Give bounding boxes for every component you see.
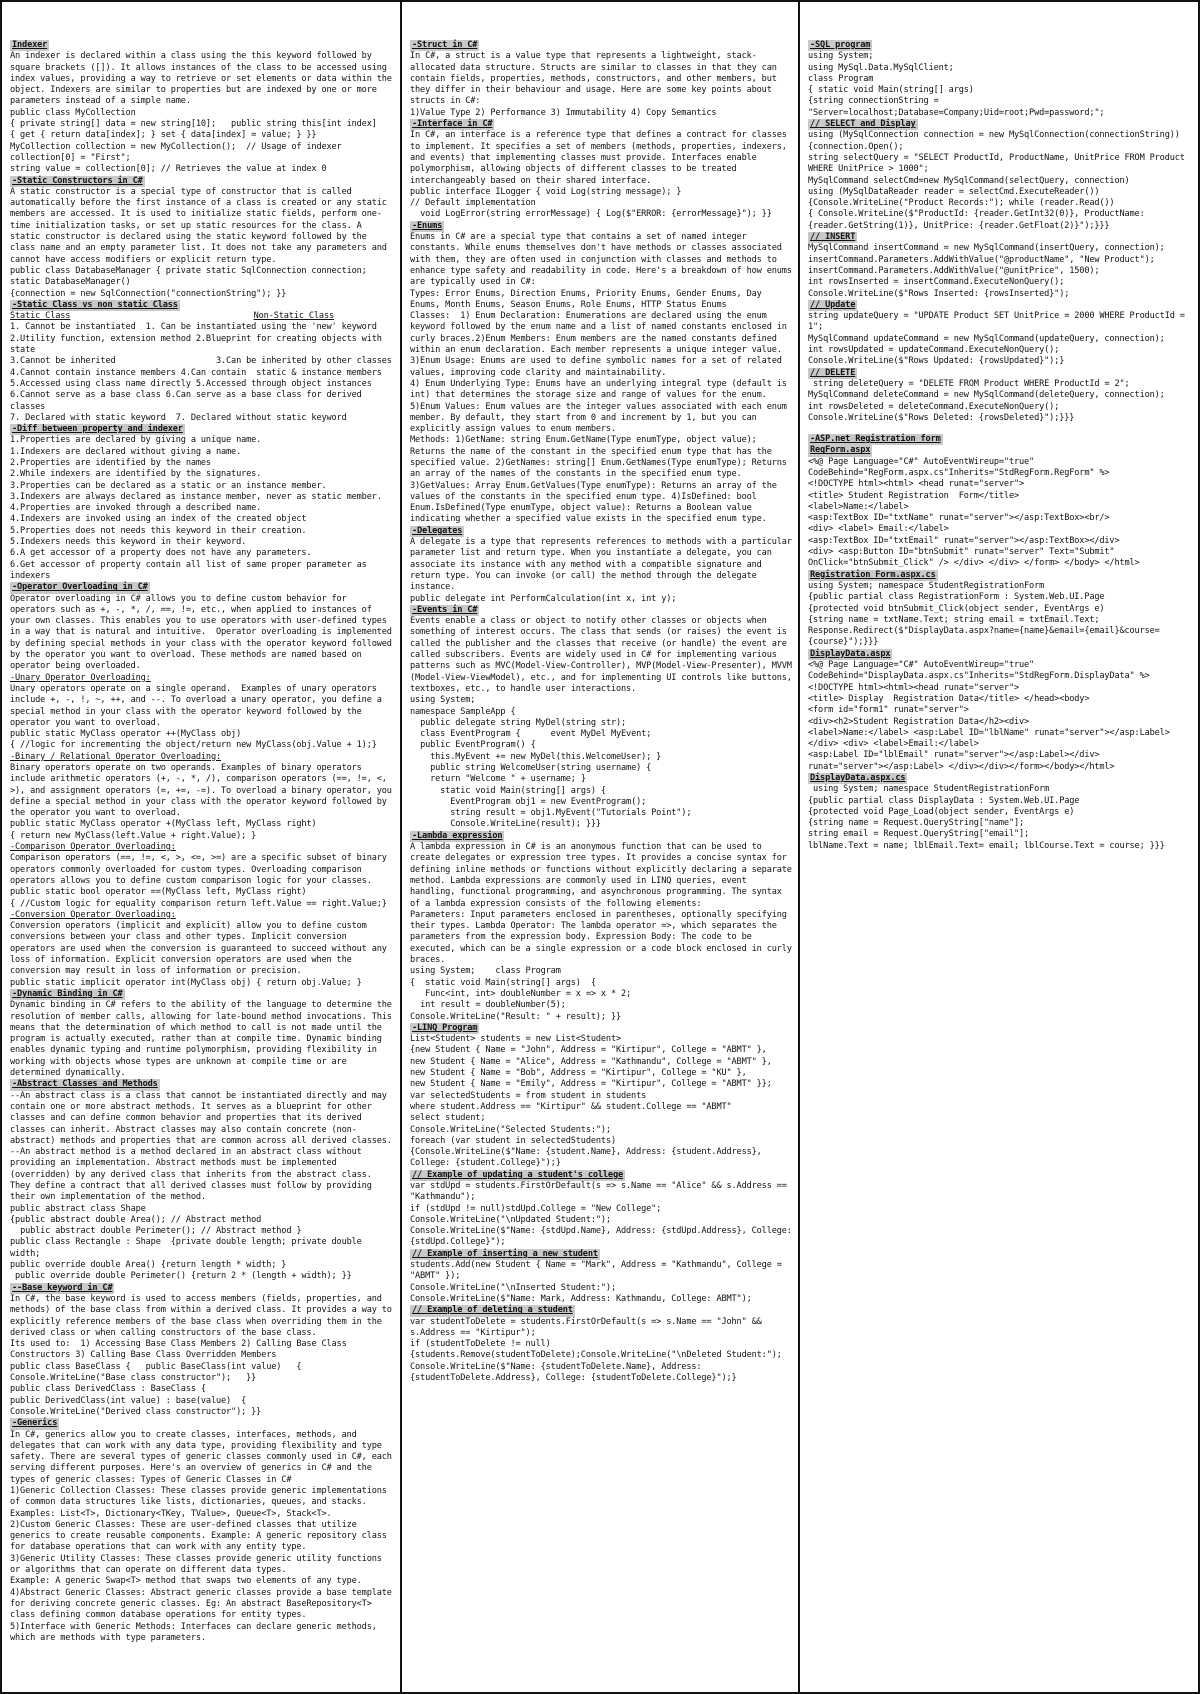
section-heading-text: -Operator Overloading in C# xyxy=(12,582,148,593)
text-line: {Console.WriteLine("Product Records:"); while (reader.Read()) xyxy=(808,198,1115,209)
text-line: public EventProgram() { xyxy=(410,740,536,751)
text-line: new Student { Name = "Alice", Address = "Kathmandu", College = "ABMT" }, xyxy=(410,1056,772,1067)
text-line: <div><h2>Student Registration Data</h2><div> xyxy=(808,716,1030,727)
text-line: 1)Value Type 2) Performance 3) Immutability 4) Copy Semantics xyxy=(410,107,717,118)
text-line: A lambda expression in C# is an anonymous function that can be used to create delegates or expression tree types. It provides a concise syntax for defining inline methods or functions without explicitly declaring a separate method. Lambda expressions are commonly used in LINQ queries, event handling, functional programming, and asynchronous programming. The syntax of a lambda expression consists of the following elements: xyxy=(410,842,797,909)
text-line: public override double Area() {return length * width; } xyxy=(10,1260,287,1271)
text-line: { private string[] data = new string[10]; public string this[int index] xyxy=(10,119,377,130)
text-line: using System; xyxy=(808,51,874,62)
text-line: public override double Perimeter() {return 2 * (length + width); }} xyxy=(10,1271,352,1282)
text-line: int rowsDeleted = deleteCommand.ExecuteNonQuery(); xyxy=(808,401,1060,412)
text-line: public abstract class Shape xyxy=(10,1203,146,1214)
text-line: { return new MyClass(left.Value + right.Value); } xyxy=(10,830,257,841)
text-line: Unary operators operate on a single operand. Examples of unary operators include +, -, !, ~, ++, and --. To overload a unary operator, you define a special method in your class with the operator keyword followed by the operator you want to overload. xyxy=(10,683,387,728)
text-line: 2.Properties are identified by the names xyxy=(10,457,211,468)
text-line: <label>Name:</label> <asp:Label ID="lblName" runat="server"></asp:Label> xyxy=(808,727,1170,738)
section-heading xyxy=(410,40,792,51)
text-line: 1.Indexers are declared without giving a name. xyxy=(10,446,242,457)
section-heading xyxy=(808,649,1192,660)
text-line: { static void Main(string[] args) xyxy=(808,85,974,96)
section-heading-text: Indexer xyxy=(12,40,48,50)
section-heading-text: // SELECT and Display xyxy=(810,119,916,130)
section-heading xyxy=(410,831,792,842)
text-line: {public partial class DisplayData : System.Web.UI.Page xyxy=(808,795,1080,806)
text-line: <%@ Page Language="C#" AutoEventWireup="true" CodeBehind="DisplayData.aspx.cs"Inherits="StdRegForm.DisplayData" %> xyxy=(808,660,1150,682)
text-line: return "Welcome " + username; } xyxy=(410,774,586,785)
text-line: Conversion operators (implicit and explicit) allow you to define custom conversions between your class and other types. Implicit conversion operators are used when the conversion is guaranteed to succeed without any loss of information. Explicit conversion operators are used when the conversion may result in loss of information or precision. xyxy=(10,921,392,977)
text-line: using System; namespace StudentRegistrationForm xyxy=(808,580,1045,591)
text-line: Dynamic binding in C# refers to the ability of the language to determine the resolution of member calls, allowing for late-bound method invocations. This means that the determination of which method to call is not made until the program is actually executed, rather than at compile time. Dynamic binding enables dynamic typing and runtime polymorphism, providing flexibility in working with objects whose types are unknown at compile time or are determined dynamically. xyxy=(10,1000,397,1079)
section-heading xyxy=(808,40,1192,51)
text-line: 4) Enum Underlying Type: Enums have an underlying integral type (default is int) that determines the storage size and range of values for the enum. xyxy=(410,378,792,401)
text-line: {protected void Page_Load(object sender, EventArgs e) xyxy=(808,806,1075,817)
sub-heading xyxy=(10,752,394,763)
text-line: string value = collection[0]; // Retrieves the value at index 0 xyxy=(10,164,327,175)
section-heading-text: -Abstract Classes and Methods xyxy=(12,1079,158,1090)
text-line: <asp:TextBox ID="txtName" runat="server"></asp:TextBox><br/> xyxy=(808,513,1110,524)
text-line: void LogError(string errorMessage) { Log($"ERROR: {errorMessage}"); }} xyxy=(410,209,772,220)
text-line: public class BaseClass { public BaseClass(int value) { xyxy=(10,1361,302,1372)
text-line: {Console.WriteLine($"Name: {student.Name}, Address: {student.Address}, College: {student.College}");} xyxy=(410,1147,767,1169)
section-heading-text: -ASP.net Registration form xyxy=(810,434,941,445)
text-line: 5.Properties does not needs this keyword in their creation. xyxy=(10,525,307,536)
text-line: var selectedStudents = from student in students xyxy=(410,1090,647,1101)
sub-heading xyxy=(10,910,394,921)
text-line: Console.WriteLine("\nUpdated Student:"); xyxy=(410,1214,611,1225)
section-heading xyxy=(808,300,1192,311)
text-line: <!DOCTYPE html><html> <head runat="server"> xyxy=(808,479,1025,490)
text-line: 3.Cannot be inherited 3.Can be inherited by other classes xyxy=(10,356,392,367)
section-heading xyxy=(10,300,394,311)
text-line: public interface ILogger { void Log(string message); } xyxy=(410,186,682,197)
text-line: Console.WriteLine("Selected Students:"); xyxy=(410,1124,611,1135)
text-line: using System; xyxy=(410,695,476,706)
text-line: public string WelcomeUser(string username) { xyxy=(410,763,652,773)
text-line: <div> <asp:Button ID="btnSubmit" runat="server" Text="Submit" OnClick="btnSubmit_Click" /> </div> </div> </form> </body> </html> xyxy=(808,547,1140,569)
section-heading xyxy=(10,1079,394,1090)
section-heading xyxy=(808,570,1192,581)
section-heading-text: DisplayData.aspx.cs xyxy=(810,773,906,783)
section-heading xyxy=(10,582,394,593)
text-line: <div> <label> Email:</label> xyxy=(808,524,949,535)
text-line: </div> <div> <label>Email:</label> xyxy=(808,739,979,750)
section-heading xyxy=(410,1170,792,1181)
text-line: List<Student> students = new List<Student> xyxy=(410,1034,622,1045)
section-heading xyxy=(10,424,394,435)
section-heading xyxy=(808,368,1192,379)
text-line: 1)Generic Collection Classes: These classes provide generic implementations of common data structures like lists, dictionaries, queues, and stacks. Examples: List<T>, Dictionary<TKey, TValue>, Queue<T>, Stack<T>. xyxy=(10,1486,392,1519)
text-line: int rowsInserted = insertCommand.ExecuteNonQuery(); xyxy=(808,277,1065,288)
text-line: {string name = Request.QueryString["name"]; xyxy=(808,818,1025,829)
text-line: Types: Error Enums, Direction Enums, Priority Enums, Gender Enums, Day Enums, Month Enums, Season Enums, Role Enums, HTTP Status Enums xyxy=(410,288,767,310)
text-line: Classes: 1) Enum Declaration: Enumerations are declared using the enum keyword followed by the enum name and a list of named constants enclosed in curly braces.2)Enum Members: Enum members are the named constants defined within an enum declaration. Each member represents a unique integer value. 3)Enum Usage: Enums are used to define symbolic names for a set of related values, improving code clarity and maintainability. xyxy=(410,311,792,378)
text-line: { Console.WriteLine($"ProductId: {reader.GetInt32(0)}, ProductName: {reader.GetString(1)}, UnitPrice: {reader.GetFloat(2)}");}}} xyxy=(808,209,1150,231)
section-heading-text: -Delegates xyxy=(412,525,463,536)
text-line: --An abstract class is a class that cannot be instantiated directly and may contain one or more abstract methods. It serves as a blueprint for other classes and can define common behavior and properties that its derived classes can inherit. Abstract classes may also contain concrete (non-abstract) methods and properties that are common across all derived classes. xyxy=(10,1090,392,1146)
column-middle xyxy=(402,2,800,1692)
text-line: <!DOCTYPE html><html><head runat="server"> xyxy=(808,682,1020,693)
section-heading xyxy=(410,1305,792,1316)
text-line: class Program xyxy=(808,73,874,84)
text-line: <asp:Label ID="lblEmail" runat="server"></asp:Label></div> xyxy=(808,750,1100,761)
section-heading xyxy=(808,119,1192,130)
section-heading-text: // Example of inserting a new student xyxy=(412,1248,598,1259)
text-line: An indexer is declared within a class using the this keyword followed by square brackets ([]). It allows instances of the class to be accessed using index values, providing a way to retrieve or set elements or data within the object. Indexers are similar to properties but are indexed by one or more parameters instead of a simple name. xyxy=(10,51,397,107)
text-line: using System; class Program xyxy=(410,966,561,977)
text-line: Console.WriteLine($"Rows Inserted: {rowsInserted}"); xyxy=(808,288,1070,299)
text-line: {public partial class RegistrationForm : System.Web.UI.Page xyxy=(808,592,1105,603)
text-line: A static constructor is a special type of constructor that is called automatically before the first instance of a class is created or any static members are accessed. It is used to initialize static fields, perform one-time initialization tasks, or set up static resources for the class. A static constructor is declared using the static keyword followed by the class name and an empty parameter list. It does not take any parameters and cannot have access modifiers or explicit return type. xyxy=(10,186,392,265)
text-line: class EventProgram { event MyDel MyEvent; xyxy=(410,729,652,740)
text-line: string deleteQuery = "DELETE FROM Product WHERE ProductId = 2"; xyxy=(808,378,1130,389)
section-heading xyxy=(410,605,792,616)
sub-heading xyxy=(10,673,394,684)
section-heading-text: // DELETE xyxy=(810,367,856,378)
text-line: where student.Address == "Kirtipur" && student.College == "ABMT" xyxy=(410,1101,732,1112)
section-heading xyxy=(10,176,394,187)
text-line: 6.Cannot serve as a base class 6.Can serve as a base class for derived classes xyxy=(10,390,367,412)
text-line: A delegate is a type that represents references to methods with a particular parameter list and return type. When you instantiate a delegate, you can associate its instance with any method with a compatible signature and return type. You can invoke (or call) the method through the delegate instance. xyxy=(410,537,797,593)
section-heading xyxy=(410,119,792,130)
text-line: Console.WriteLine($"Rows Updated: {rowsUpdated}");} xyxy=(808,356,1065,367)
text-line: runat="server"></asp:Label> </div></div></form></body></html> xyxy=(808,761,1115,772)
section-heading-text: // Example of deleting a student xyxy=(412,1305,573,1316)
text-line: {connection = new SqlConnection("connectionString"); }} xyxy=(10,288,287,299)
text-line: MySqlCommand updateCommand = new MySqlCommand(updateQuery, connection); xyxy=(808,333,1165,344)
text-line: In C#, an interface is a reference type that defines a contract for classes to implement. It specifies a set of members (methods, properties, indexers, and events) that implementing classes must provide. Interfaces enable polymorphism, allowing objects of different classes to be treated interchangeably based on their shared interface. xyxy=(410,130,792,186)
text-line: public DerivedClass(int value) : base(value) { xyxy=(10,1395,247,1406)
text-line: using MySql.Data.MySqlClient; xyxy=(808,62,954,73)
text-line: 5)Enum Values: Enum values are the integer values associated with each enum member. By default, they start from 0 and increment by 1, but you can explicitly assign values to enum members. xyxy=(410,401,792,435)
text-line: public abstract double Perimeter(); // Abstract method } xyxy=(10,1226,302,1237)
text-line: In C#, the base keyword is used to access members (fields, properties, and methods) of the base class from within a derived class. It provides a way to explicitly reference members of the base class when overriding them in the derived class or when calling constructors of the base class. xyxy=(10,1293,397,1338)
text-line: insertCommand.Parameters.AddWithValue("@unitPrice", 1500); xyxy=(808,265,1100,276)
section-heading-text: -SQL program xyxy=(810,40,871,50)
text-line: MySqlCommand insertCommand = new MySqlCommand(insertQuery, connection); xyxy=(808,243,1165,254)
section-heading-text: -Interface in C# xyxy=(412,119,493,130)
text-line: { //Custom logic for equality comparison return left.Value == right.Value;} xyxy=(10,898,387,909)
text-line: string updateQuery = "UPDATE Product SET UnitPrice = 2000 WHERE ProductId = 1"; xyxy=(808,311,1190,333)
section-heading-text: -Generics xyxy=(12,1418,58,1429)
text-line: {protected void btnSubmit_Click(object sender, EventArgs e) xyxy=(808,603,1105,614)
text-line: Operator overloading in C# allows you to define custom behavior for operators such as +, -, *, /, ==, !=, etc., when applied to instances of your own classes. This enables you to use operators with user-defined types in a way that is natural and intuitive. Operator overloading is implemented by defining special methods in your class with the operator keyword followed by the operator you want to overload. These methods are named based on operator being overloaded. xyxy=(10,593,397,672)
text-line: <title> Student Registration Form</title> xyxy=(808,490,1020,501)
text-line: var stdUpd = students.FirstOrDefault(s => s.Name == "Alice" && s.Address == "Kathmandu"); xyxy=(410,1180,792,1203)
text-line: 3.Indexers are always declared as instance member, never as static member. xyxy=(10,491,382,502)
text-line: { static void Main(string[] args) { xyxy=(410,977,596,988)
text-line: 4.Indexers are invoked using an index of the created object xyxy=(10,514,307,525)
section-heading xyxy=(410,526,792,537)
text-line: 5.Indexers needs this keyword in their keyword. xyxy=(10,537,247,548)
text-line: lblName.Text = name; lblEmail.Text= email; lblCourse.Text = course; }}} xyxy=(808,840,1165,851)
sub-heading-text: -Unary Operator Overloading: xyxy=(10,672,151,683)
comparison-header: Static Class xyxy=(10,311,71,322)
text-line: MySqlCommand selectCmd=new MySqlCommand(selectQuery, connection) xyxy=(808,175,1130,186)
comparison-header: Non-Static Class xyxy=(253,311,334,322)
text-line: Console.WriteLine($"Name: {stdUpd.Name}, Address: {stdUpd.Address}, College: {stdUpd.College}"); xyxy=(410,1226,797,1248)
section-heading-text: // INSERT xyxy=(810,232,856,243)
text-line: if (studentToDelete != null){students.Remove(studentToDelete);Console.WriteLine("\nDeleted Student:"); xyxy=(410,1339,782,1361)
text-line: foreach (var student in selectedStudents) xyxy=(410,1135,616,1146)
text-line: 7. Declared with static keyword 7. Declared without static keyword xyxy=(10,412,347,423)
text-line: 3)GetValues: Array Enum.GetValues(Type enumType): Returns an array of the values of the constants in the specified enum type. 4)IsDefined: bool Enum.IsDefined(Type enumType, object value): Returns a Boolean value indicating whether a specified value exists in the specified enum type. xyxy=(410,480,782,525)
text-line: new Student { Name = "Bob", Address = "Kirtipur", College = "KU" }, xyxy=(410,1068,747,1079)
text-line: Example: A generic Swap<T> method that swaps two elements of any type. xyxy=(10,1576,362,1587)
text-line: <title> Display Registration Data</title> </head><body> xyxy=(808,693,1090,704)
text-line: Enums in C# are a special type that contains a set of named integer constants. While enums themselves don't have methods or classes associated with them, they are often used in conjunction with classes and methods to enhance type safety and readability in code. Here's a breakdown of how enums are typically used in C#: xyxy=(410,232,797,288)
text-line: static void Main(string[] args) { xyxy=(410,785,606,796)
text-line: MyCollection collection = new MyCollection(); // Usage of indexer xyxy=(10,141,342,152)
text-line: {string connectionString = xyxy=(808,96,939,107)
text-line: Its used to: 1) Accessing Base Class Members 2) Calling Base Class Constructors 3) Calling Base Class Overridden Members xyxy=(10,1339,352,1361)
text-line: public delegate int PerformCalculation(int x, int y); xyxy=(410,593,677,604)
text-line: Console.WriteLine("Result: " + result); }} xyxy=(410,1011,622,1022)
section-heading xyxy=(10,989,394,1000)
text-line: 2.Utility function, extension method 2.Blueprint for creating objects with state xyxy=(10,333,387,356)
text-line: public class Rectangle : Shape {private double length; private double width; xyxy=(10,1237,367,1259)
section-heading xyxy=(808,445,1192,456)
text-line: Console.WriteLine($"Name: {studentToDelete.Name}, Address: {studentToDelete.Address}, College: {studentToDelete.College}");} xyxy=(410,1361,737,1384)
section-heading-text: -Lambda expression xyxy=(412,830,503,841)
section-heading-text: -Diff between property and indexer xyxy=(12,424,183,435)
text-line: 6.Get accessor of property contain all list of same proper parameter as indexers xyxy=(10,559,372,581)
text-line: Console.WriteLine("Base class constructor"); }} xyxy=(10,1373,257,1384)
text-line: public static bool operator ==(MyClass left, MyClass right) xyxy=(10,887,307,898)
section-heading xyxy=(808,232,1192,243)
text-line: 4.Properties are invoked through a described name. xyxy=(10,503,262,514)
comparison-header-row xyxy=(10,311,394,322)
text-line: In C#, a struct is a value type that represents a lightweight, stack-allocated data structure. Structs are similar to classes in that they can contain fields, properties, methods, constructors, and other members, but they differ in their behaviour and usage. Here are some key points about structs in C#: xyxy=(410,51,782,107)
text-line: 2)Custom Generic Classes: These are user-defined classes that utilize generics to create reusable components. Example: A generic repository class for database operations that can work with any entity type. xyxy=(10,1519,392,1553)
text-line: public static implicit operator int(MyClass obj) { return obj.Value; } xyxy=(10,977,362,988)
text-line: Console.WriteLine("\nInserted Student:"); xyxy=(410,1282,616,1293)
section-heading-text: -Events in C# xyxy=(412,604,478,615)
text-line: public static MyClass operator +(MyClass left, MyClass right) xyxy=(10,819,317,830)
text-line: 4.Cannot contain instance members 4.Can contain static & instance members xyxy=(10,367,382,378)
section-heading xyxy=(410,1249,792,1260)
section-heading-text: -LINQ Program xyxy=(412,1022,478,1033)
section-heading xyxy=(410,1023,792,1034)
section-heading-text: DisplayData.aspx xyxy=(810,648,891,659)
text-line: --An abstract method is a method declared in an abstract class without providing an implementation. Abstract methods must be implemented (overridden) by any derived class that inherits from the abstract class. They define a contract that all derived classes must follow by providing their own implementation of the method. xyxy=(10,1147,377,1203)
section-heading-text: -Enums xyxy=(412,220,443,231)
text-line: Console.WriteLine("Derived class constructor"); }} xyxy=(10,1406,262,1417)
text-line: static DatabaseManager() xyxy=(10,277,131,288)
section-heading-text: // Update xyxy=(810,299,856,310)
section-heading-text: -Static Constructors in C# xyxy=(12,175,143,186)
section-heading xyxy=(808,773,1192,784)
text-line: <%@ Page Language="C#" AutoEventWireup="true" CodeBehind="RegForm.aspx.cs"Inherits="StdRegForm.RegForm" %> xyxy=(808,456,1110,478)
text-line: string selectQuery = "SELECT ProductId, ProductName, UnitPrice FROM Product WHERE UnitPrice > 1000"; xyxy=(808,152,1190,175)
text-line: public class DatabaseManager { private static SqlConnection connection; xyxy=(10,265,367,276)
section-heading xyxy=(10,1283,394,1294)
text-line: "Server=localhost;Database=Company;Uid=root;Pwd=password;"; xyxy=(808,107,1105,118)
text-line: public delegate string MyDel(string str); xyxy=(410,717,627,728)
text-line: {new Student { Name = "John", Address = "Kirtipur", College = "ABMT" }, xyxy=(410,1045,767,1056)
text-line: // Default implementation xyxy=(410,198,536,209)
text-line: public static MyClass operator ++(MyClass obj) xyxy=(10,729,242,740)
text-line: 1.Properties are declared by giving a unique name. xyxy=(10,435,262,446)
section-heading-text: --Base keyword in C# xyxy=(12,1282,113,1293)
section-heading xyxy=(10,1418,394,1429)
text-line: collection[0] = "First"; xyxy=(10,152,131,163)
text-line: {public abstract double Area(); // Abstract method xyxy=(10,1214,262,1225)
sub-heading xyxy=(10,842,394,853)
sub-heading-text: -Comparison Operator Overloading: xyxy=(10,842,176,853)
section-heading xyxy=(808,434,1192,445)
text-line: using System; namespace StudentRegistrationForm xyxy=(808,784,1050,795)
text-line: using (MySqlDataReader reader = selectCmd.ExecuteReader()) xyxy=(808,186,1100,197)
text-line: Parameters: Input parameters enclosed in parentheses, optionally specifying their types. Lambda Operator: The lambda operator =>, which separates the parameters from the expression body. Expression Body: The code to be executed, which can be a single expression or a code block enclosed in curly braces. xyxy=(410,909,797,966)
column-left xyxy=(2,2,402,1692)
text-line: 6.A get accessor of a property does not have any parameters. xyxy=(10,548,312,559)
text-line: Console.WriteLine(result); }}} xyxy=(410,819,601,830)
text-line: if (stdUpd != null)stdUpd.College = "New College"; xyxy=(410,1203,662,1214)
text-line: 5)Interface with Generic Methods: Interfaces can declare generic methods, which are methods with type parameters. xyxy=(10,1621,382,1643)
text-line: {string name = txtName.Text; string email = txtEmail.Text; xyxy=(808,614,1100,625)
text-line: In C#, generics allow you to create classes, interfaces, methods, and delegates that can work with any data type, providing flexibility and type safety. There are several types of generic classes commonly used in C#, each serving different purposes. Here's an overview of generics in C# and the types of generic classes: Types of Generic Classes in C# xyxy=(10,1429,397,1485)
section-heading-text: // Example of updating a student's college xyxy=(412,1169,624,1180)
text-line: namespace SampleApp { xyxy=(410,706,516,717)
text-line: Binary operators operate on two operands. Examples of binary operators include arithmetic operators (+, -, *, /), comparison operators (==, !=, <, >), and assignment operators (=, +=, -=). To overload a binary operator, you define a special method in your class with the operator keyword followed by the operator you want to overload. xyxy=(10,763,397,819)
section-heading-text: -Static Class vs non static Class xyxy=(12,299,178,310)
text-line: string result = obj1.MyEvent("Tutorials Point"); xyxy=(410,808,692,819)
text-line: var studentToDelete = students.FirstOrDefault(s => s.Name == "John" && s.Address == "Kirtipur"); xyxy=(410,1316,767,1338)
text-line: select student; xyxy=(410,1113,486,1124)
text-line: <asp:TextBox ID="txtEmail" runat="server"></asp:TextBox></div> xyxy=(808,535,1120,546)
text-line: EventProgram obj1 = new EventProgram(); xyxy=(410,796,647,807)
text-line: Methods: 1)GetName: string Enum.GetName(Type enumType, object value); Returns the name of the constant in the specified enum type that has the specified value. 2)GetNames: string[] Enum.GetNames(Type enumType); Returns an array of the names of the constants in the specified enum type. xyxy=(410,435,792,480)
column-right xyxy=(800,2,1198,1692)
text-line: { //logic for incrementing the object/return new MyClass(obj.Value + 1);} xyxy=(10,740,377,751)
text-line: this.MyEvent += new MyDel(this.WelcomeUser); } xyxy=(410,751,662,762)
text-line: <form id="form1" runat="server"> xyxy=(808,705,969,716)
text-line: Console.WriteLine($"Name: Mark, Address: Kathmandu, College: ABMT"); xyxy=(410,1293,752,1304)
text-line: Events enable a class or object to notify other classes or objects when something of interest occurs. The class that sends (or raises) the event is called the publisher and the classes that receive (or handle) the event are called subscribers. Events are widely used in C# for implementing various patterns such as MVC(Model-View-Controller), MVP(Model-View-Presenter), MVVM (Model-View-ViewModel), etc., and for implementing UI controls like buttons, textboxes, etc., to handle user interactions. xyxy=(410,616,797,694)
text-line: 5.Accessed using class name directly 5.Accessed through object instances xyxy=(10,378,372,389)
text-line: MySqlCommand deleteCommand = new MySqlCommand(deleteQuery, connection); xyxy=(808,390,1165,401)
text-line: 3.Properties can be declared as a static or an instance member. xyxy=(10,480,327,491)
text-line: students.Add(new Student { Name = "Mark", Address = "Kathmandu", College = "ABMT" }); xyxy=(410,1260,787,1282)
sub-heading-text: -Conversion Operator Overloading: xyxy=(10,909,176,920)
text-line: using (MySqlConnection connection = new MySqlConnection(connectionString)) xyxy=(808,130,1180,141)
section-heading-text: -Struct in C# xyxy=(412,40,478,50)
text-line: new Student { Name = "Emily", Address = "Kirtipur", College = "ABMT" }}; xyxy=(410,1079,772,1090)
section-heading xyxy=(410,221,792,232)
text-line: {connection.Open(); xyxy=(808,141,904,152)
section-heading-text: -Dynamic Binding in C# xyxy=(12,988,123,999)
text-line: int result = doubleNumber(5); xyxy=(410,1000,566,1011)
text-line: public class DerivedClass : BaseClass { xyxy=(10,1384,206,1395)
sub-heading-text: -Binary / Relational Operator Overloading: xyxy=(10,751,222,762)
text-line: Comparison operators (==, !=, <, >, <=, >=) are a specific subset of binary operators commonly overloaded for custom types. Overloading comparison operators allows you to define custom comparison logic for your classes. xyxy=(10,853,392,886)
text-line: 1. Cannot be instantiated 1. Can be instantiated using the 'new' keyword xyxy=(10,322,377,333)
text-line: Console.WriteLine($"Rows Deleted: {rowsDeleted}");}}} xyxy=(808,412,1075,423)
text-line: insertCommand.Parameters.AddWithValue("@productName", "New Product"); xyxy=(808,254,1155,265)
text-line: 4)Abstract Generic Classes: Abstract generic classes provide a base template for deriving concrete generic classes. Eg: An abstract BaseRepository<T> class defining common database operations for entity types. xyxy=(10,1587,397,1621)
text-line: public class MyCollection xyxy=(10,107,136,118)
text-line: { get { return data[index]; } set { data[index] = value; } }} xyxy=(10,130,317,141)
text-line: Response.Redirect($"DisplayData.aspx?name={name}&email={email}&course={course}");}}} xyxy=(808,626,1160,648)
section-spacer xyxy=(808,424,1192,434)
text-line: 2.While indexers are identified by the signatures. xyxy=(10,469,262,480)
text-line: <label>Name:</label> xyxy=(808,501,909,512)
section-heading-text: RegForm.aspx xyxy=(810,445,871,456)
section-heading-text: Registration Form.aspx.cs xyxy=(810,569,936,580)
section-heading xyxy=(10,40,394,51)
text-line: string email = Request.QueryString["email"]; xyxy=(808,829,1030,840)
text-line: 3)Generic Utility Classes: These classes provide generic utility functions or algorithms that can operate on different data types. xyxy=(10,1553,387,1576)
text-line: Func<int, int> doubleNumber = x => x * 2; xyxy=(410,988,632,999)
text-line: int rowsUpdated = updateCommand.ExecuteNonQuery(); xyxy=(808,345,1060,356)
